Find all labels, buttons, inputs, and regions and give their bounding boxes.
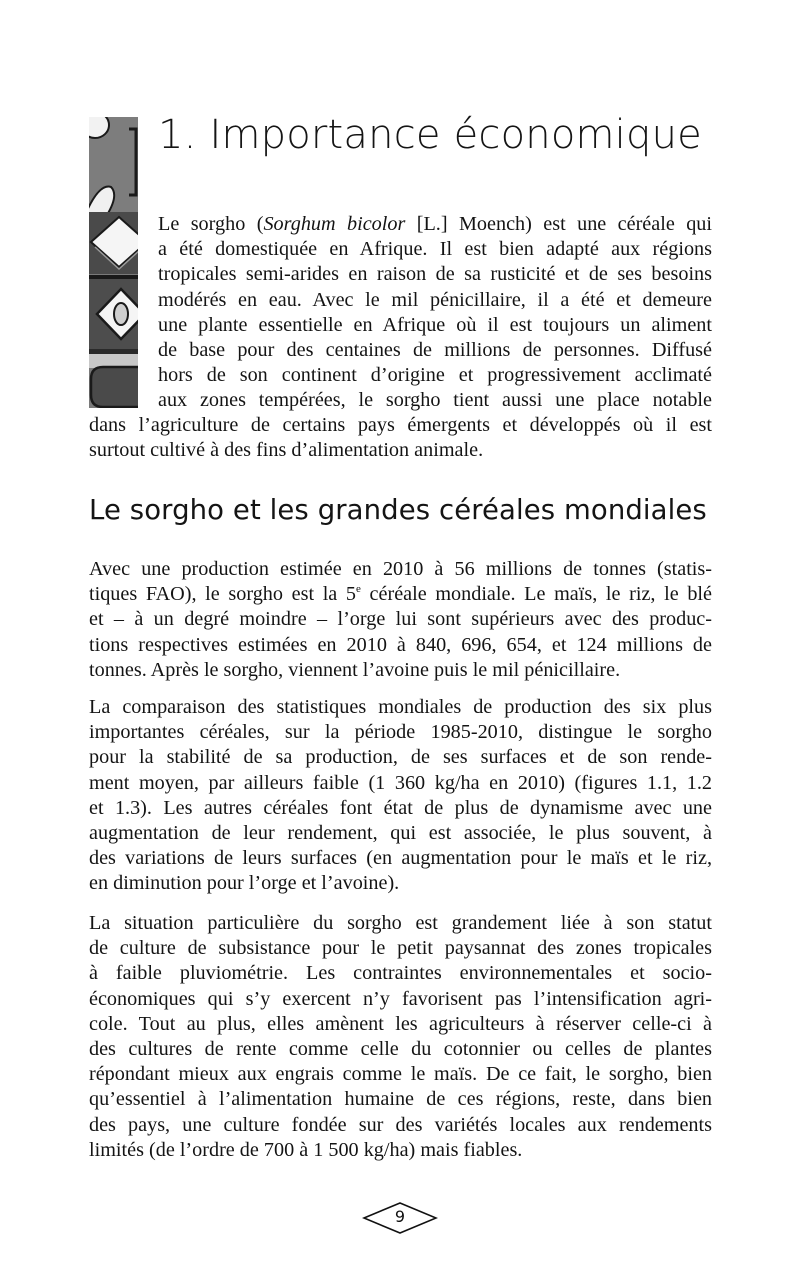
text-line: de culture de subsistance pour le petit paysannat des zones tropicales <box>89 937 712 960</box>
text-line: et – à un degré moindre – l’orge lui sont supérieurs avec des produc- <box>89 608 712 631</box>
text-line: cole. Tout au plus, elles amènent les agriculteurs à réserver celle-ci à <box>89 1012 712 1035</box>
text-line: des cultures de rente comme celle du cotonnier ou celles de plantes <box>89 1038 712 1061</box>
page-number-text: 9 <box>394 1207 406 1226</box>
ordinal-superscript: e <box>356 583 361 596</box>
page-number <box>362 1201 438 1235</box>
text-line: de base pour des centaines de millions de personnes. Diffusé <box>158 339 712 362</box>
text-line: qu’essentiel à l’alimentation humaine de ces régions, reste, dans bien <box>89 1088 712 1111</box>
text-run: [L.] Moench) est une céréale qui <box>405 213 712 235</box>
text-line: pour la stabilité de sa production, de ses surfaces et de son rende- <box>89 746 712 769</box>
chapter-title: 1. Importance économique <box>158 112 702 158</box>
text-line: limités (de l’ordre de 700 à 1 500 kg/ha) mais fiables. <box>89 1138 523 1161</box>
text-line: tions respectives estimées en 2010 à 840, 696, 654, et 124 millions de <box>89 633 712 656</box>
paragraph-comparison <box>89 695 712 897</box>
text-run: Le sorgho ( <box>158 213 264 235</box>
text-line: importantes céréales, sur la période 1985-2010, distingue le sorgho <box>89 721 712 744</box>
text-line: ment moyen, par ailleurs faible (1 360 kg/ha en 2010) (figures 1.1, 1.2 <box>89 771 712 794</box>
text-line: à faible pluviométrie. Les contraintes environnementales et socio- <box>89 962 712 985</box>
text-line: une plante essentielle en Afrique où il est toujours un aliment <box>158 313 712 336</box>
text-line <box>89 582 712 607</box>
text-line: hors de son continent d’origine et progressivement acclimaté <box>158 364 712 387</box>
text-run: tiques FAO), le sorgho est la 5 <box>89 583 357 606</box>
intro-paragraph-continued <box>89 413 712 463</box>
text-line: a été domestiquée en Afrique. Il est bien adapté aux régions <box>158 238 712 261</box>
text-line: aux zones tempérées, le sorgho tient aussi une place notable <box>158 389 712 412</box>
text-line: tonnes. Après le sorgho, viennent l’avoine puis le mil pénicillaire. <box>89 658 621 681</box>
paragraph-situation <box>89 911 712 1163</box>
intro-paragraph <box>158 212 712 414</box>
text-run: céréale mondiale. Le maïs, le riz, le blé <box>360 583 712 606</box>
text-line: augmentation de leur rendement, qui est associée, le plus souvent, à <box>89 822 712 845</box>
text-line: économiques qui s’y exercent n’y favorisent pas l’intensification agri- <box>89 987 712 1010</box>
paragraph-production <box>89 557 712 683</box>
text-line: modérés en eau. Avec le mil pénicillaire, il a été et demeure <box>158 288 712 311</box>
text-line: La situation particulière du sorgho est grandement liée à son statut <box>89 912 712 934</box>
text-line <box>158 212 712 237</box>
text-line: surtout cultivé à des fins d’alimentation animale. <box>89 439 484 462</box>
text-line: répondant mieux aux engrais comme le maïs. De ce fait, le sorgho, bien <box>89 1063 712 1086</box>
text-line: des variations de leurs surfaces (en augmentation pour le maïs et le riz, <box>89 847 712 870</box>
text-line: La comparaison des statistiques mondiales de production des six plus <box>89 696 712 718</box>
text-line: en diminution pour l’orge et l’avoine). <box>89 872 400 895</box>
text-line: dans l’agriculture de certains pays émergents et développés où il est <box>89 414 712 436</box>
text-line: tropicales semi-arides en raison de sa rusticité et de ses besoins <box>158 263 712 286</box>
text-line: Avec une production estimée en 2010 à 56 millions de tonnes (statis- <box>89 558 712 580</box>
text-line: et 1.3). Les autres céréales font état de plus de dynamisme avec une <box>89 796 712 819</box>
section-title: Le sorgho et les grandes céréales mondiales <box>89 494 707 526</box>
text-line: des pays, une culture fondée sur des variétés locales aux rendements <box>89 1113 712 1136</box>
decorative-pattern-icon <box>89 117 138 408</box>
species-name: Sorghum bicolor <box>263 213 406 235</box>
